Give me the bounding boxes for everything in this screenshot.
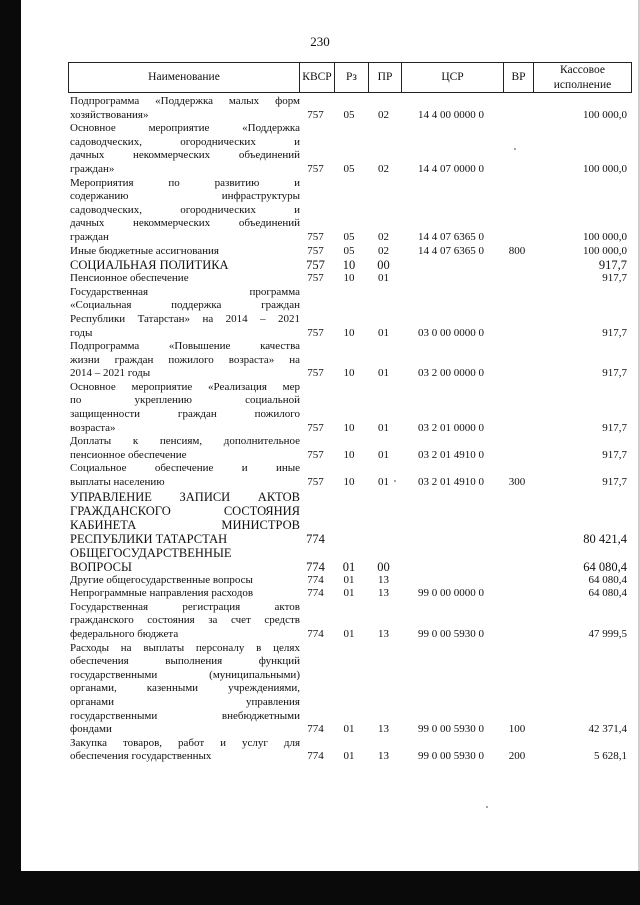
row-name-line: Пенсионное обеспечение: [70, 272, 189, 285]
row-csr: 14 4 07 0000 0: [418, 162, 484, 175]
row-rz: 10: [343, 421, 355, 434]
row-sum: 917,7: [602, 272, 627, 285]
row-rz: 05: [343, 162, 355, 175]
row-csr: 14 4 07 6365 0: [418, 244, 484, 257]
header-name: Наименование: [69, 63, 300, 92]
row-kvsr: 757: [307, 162, 324, 175]
row-name-line: садоводческих, огороднических и: [70, 135, 300, 148]
row-name-line: Иные бюджетные ассигнования: [70, 244, 219, 257]
row-name-line: Другие общегосударственные вопросы: [70, 573, 253, 586]
row-sum: 917,7: [602, 448, 627, 461]
row-kvsr: 757: [307, 421, 324, 434]
table-row: [70, 642, 630, 737]
row-csr: 03 0 00 0000 0: [418, 326, 484, 339]
header-sum-line2: исполнение: [553, 78, 612, 91]
row-name: [70, 435, 300, 462]
row-name-line: обеспечения государственных: [70, 750, 212, 763]
table-row: [70, 122, 630, 176]
row-kvsr: 757: [307, 272, 324, 285]
row-name-line: дачных некоммерческих объединений: [70, 149, 300, 162]
row-sum: 5 628,1: [594, 750, 627, 763]
row-sum: 80 421,4: [583, 531, 627, 546]
row-kvsr: 757: [307, 108, 324, 121]
row-pr: 13: [378, 587, 389, 600]
row-name: [70, 546, 300, 574]
row-pr: 01: [378, 272, 389, 285]
row-name-line: Государственная регистрация актов: [70, 600, 300, 613]
row-rz: 01: [343, 628, 355, 640]
header-pr: ПР: [369, 63, 402, 92]
row-sum: 100 000,0: [583, 230, 627, 243]
scan-left-border: [0, 0, 21, 905]
row-name: [70, 340, 300, 381]
row-name-line: годы: [70, 326, 93, 339]
table-row: [70, 177, 630, 245]
row-pr: 02: [378, 108, 389, 121]
row-name-line: Закупка товаров, работ и услуг для: [70, 736, 300, 749]
row-rz: 05: [343, 244, 355, 257]
row-pr: 13: [378, 573, 389, 586]
row-name-line: возраста»: [70, 421, 116, 434]
row-rz: 01: [343, 723, 355, 736]
row-pr: 00: [377, 258, 390, 273]
header-sum-line1: Кассовое: [560, 64, 605, 77]
header-vr: ВР: [504, 63, 534, 92]
row-name: [70, 737, 300, 764]
row-name-line: садоводческих, огороднических и: [70, 203, 300, 216]
row-csr: 99 0 00 5930 0: [418, 628, 484, 640]
scan-speck: [394, 480, 396, 482]
row-csr: 99 0 00 0000 0: [418, 587, 484, 600]
row-name-line: содержанию инфраструктуры: [70, 190, 300, 203]
table-row: [70, 258, 630, 272]
row-name-line: фондами: [70, 723, 112, 736]
row-name-line: дачных некоммерческих объединений: [70, 217, 300, 230]
row-name-line: ОБЩЕГОСУДАРСТВЕННЫЕ: [70, 545, 232, 560]
row-sum: 917,7: [602, 326, 627, 339]
header-kvsr: КВСР: [300, 63, 335, 92]
row-kvsr: 774: [307, 628, 324, 640]
table-row: [70, 546, 630, 574]
table-row: [70, 272, 630, 286]
row-name-line: КАБИНЕТА МИНИСТРОВ: [70, 517, 300, 532]
row-name-line: 2014 – 2021 годы: [70, 367, 151, 380]
row-kvsr: 757: [307, 230, 324, 243]
row-name: [70, 95, 300, 122]
table-header: [68, 62, 632, 93]
row-pr: 02: [378, 162, 389, 175]
header-rz: Рз: [335, 63, 369, 92]
table-row: [70, 737, 630, 764]
table-body: [70, 95, 630, 764]
scan-speck: [514, 148, 516, 150]
row-kvsr: 757: [307, 244, 324, 257]
row-pr: 13: [378, 723, 389, 736]
row-name: [70, 601, 300, 642]
row-name-line: УПРАВЛЕНИЕ ЗАПИСИ АКТОВ: [70, 489, 300, 504]
row-name-line: Социальное обеспечение и иные: [70, 462, 300, 475]
row-vr: 200: [508, 750, 526, 763]
row-kvsr: 774: [307, 723, 324, 736]
row-kvsr: 774: [307, 750, 324, 763]
header-csr: ЦСР: [402, 63, 504, 92]
row-name-line: Государственная программа: [70, 285, 300, 298]
row-name-line: РЕСПУБЛИКИ ТАТАРСТАН: [70, 531, 228, 546]
scan-speck: [486, 806, 488, 808]
row-rz: 10: [343, 476, 355, 489]
table-row: [70, 587, 630, 601]
row-rz: 01: [342, 559, 356, 574]
row-pr: 01: [378, 326, 389, 339]
table-row: [70, 245, 630, 259]
row-pr: 00: [377, 559, 390, 574]
table-row: [70, 381, 630, 435]
row-rz: 10: [343, 272, 355, 285]
row-name-line: государственными внебюджетными: [70, 709, 300, 722]
row-csr: 14 4 00 0000 0: [418, 108, 484, 121]
row-name-line: Мероприятия по развитию и: [70, 176, 300, 189]
row-name-line: граждан: [70, 230, 109, 243]
row-sum: 42 371,4: [588, 723, 627, 736]
row-pr: 01: [378, 367, 389, 380]
row-kvsr: 757: [307, 367, 324, 380]
row-name: [70, 245, 300, 259]
row-sum: 917,7: [598, 258, 627, 273]
row-sum: 64 080,4: [588, 573, 627, 586]
row-pr: 01: [378, 448, 389, 461]
row-csr: 03 2 00 0000 0: [418, 367, 484, 380]
row-pr: 02: [378, 230, 389, 243]
row-sum: 47 999,5: [588, 628, 627, 640]
row-name-line: Основное мероприятие «Реализация мер: [70, 380, 300, 393]
row-name: [70, 490, 300, 546]
row-name-line: Доплаты к пенсиям, дополнительное: [70, 435, 300, 448]
row-rz: 10: [343, 326, 355, 339]
row-name-line: гражданского состояния за счет средств: [70, 614, 300, 627]
row-csr: 14 4 07 6365 0: [418, 230, 484, 243]
row-csr: 03 2 01 4910 0: [418, 476, 484, 489]
row-sum: 917,7: [602, 476, 627, 489]
row-rz: 10: [342, 258, 356, 273]
row-name-line: «Социальная поддержка граждан: [70, 299, 300, 312]
row-sum: 100 000,0: [583, 162, 627, 175]
table-row: [70, 95, 630, 122]
row-name-line: пенсионное обеспечение: [70, 448, 187, 461]
row-name-line: Подпрограмма «Поддержка малых форм: [70, 95, 300, 107]
table-row: [70, 462, 630, 489]
row-pr: 13: [378, 750, 389, 763]
table-row: [70, 601, 630, 642]
row-name-line: выплаты населению: [70, 476, 165, 489]
row-rz: 01: [343, 573, 355, 586]
row-name: [70, 258, 300, 272]
header-sum: [534, 63, 631, 92]
row-vr: 800: [508, 244, 526, 257]
row-pr: 02: [378, 244, 389, 257]
row-sum: 917,7: [602, 421, 627, 434]
row-name-line: хозяйствования»: [70, 108, 149, 121]
row-kvsr: 757: [307, 448, 324, 461]
row-kvsr: 757: [307, 476, 324, 489]
row-sum: 64 080,4: [583, 559, 627, 574]
row-name-line: государственными (муниципальными): [70, 668, 300, 681]
page-number: 230: [310, 34, 330, 49]
row-csr: 03 2 01 4910 0: [418, 448, 484, 461]
row-name: [70, 177, 300, 245]
table-row: [70, 340, 630, 381]
row-name-line: граждан»: [70, 162, 115, 175]
row-rz: 10: [343, 448, 355, 461]
row-kvsr: 774: [307, 573, 324, 586]
row-rz: 05: [343, 230, 355, 243]
row-sum: 100 000,0: [583, 108, 627, 121]
row-rz: 05: [343, 108, 355, 121]
row-csr: 03 2 01 0000 0: [418, 421, 484, 434]
row-pr: 13: [378, 628, 389, 640]
row-name: [70, 574, 300, 588]
row-name-line: Подпрограмма «Повышение качества: [70, 340, 300, 353]
row-name-line: по укреплению социальной: [70, 394, 300, 407]
row-rz: 01: [343, 750, 355, 763]
row-kvsr: 757: [307, 326, 324, 339]
row-name-line: ГРАЖДАНСКОГО СОСТОЯНИЯ: [70, 503, 300, 518]
row-name-line: Расходы на выплаты персоналу в целях: [70, 641, 300, 654]
row-name: [70, 286, 300, 340]
row-csr: 99 0 00 5930 0: [418, 750, 484, 763]
row-name: [70, 122, 300, 176]
row-name-line: органами, казенными учреждениями,: [70, 682, 300, 695]
table-row: [70, 490, 630, 546]
row-name: [70, 642, 300, 737]
row-name-line: федерального бюджета: [70, 628, 179, 640]
table-row: [70, 574, 630, 588]
row-name-line: ВОПРОСЫ: [70, 559, 132, 574]
row-vr: 100: [508, 723, 526, 736]
row-name: [70, 272, 300, 286]
row-vr: 300: [508, 476, 526, 489]
row-name-line: жизни граждан пожилого возраста» на: [70, 353, 300, 366]
row-name: [70, 587, 300, 601]
table-row: [70, 435, 630, 462]
row-name: [70, 381, 300, 435]
row-kvsr: 757: [306, 258, 325, 273]
row-csr: 99 0 00 5930 0: [418, 723, 484, 736]
row-name-line: СОЦИАЛЬНАЯ ПОЛИТИКА: [70, 258, 229, 273]
row-name-line: органами управления: [70, 695, 300, 708]
row-sum: 100 000,0: [583, 244, 627, 257]
scan-bottom-border: [0, 871, 640, 905]
row-sum: 64 080,4: [588, 587, 627, 600]
table-row: [70, 286, 630, 340]
row-kvsr: 774: [306, 559, 325, 574]
row-name: [70, 462, 300, 489]
row-name-line: Непрограммные направления расходов: [70, 587, 254, 600]
row-kvsr: 774: [307, 587, 324, 600]
row-sum: 917,7: [602, 367, 627, 380]
row-name-line: защищенности граждан пожилого: [70, 408, 300, 421]
row-rz: 10: [343, 367, 355, 380]
row-name-line: обеспечения выполнения функций: [70, 655, 300, 668]
row-rz: 01: [343, 587, 355, 600]
row-name-line: Республики Татарстан» на 2014 – 2021: [70, 312, 300, 325]
row-kvsr: 774: [306, 531, 325, 546]
row-pr: 01: [378, 476, 389, 489]
row-name-line: Основное мероприятие «Поддержка: [70, 122, 300, 135]
row-pr: 01: [378, 421, 389, 434]
